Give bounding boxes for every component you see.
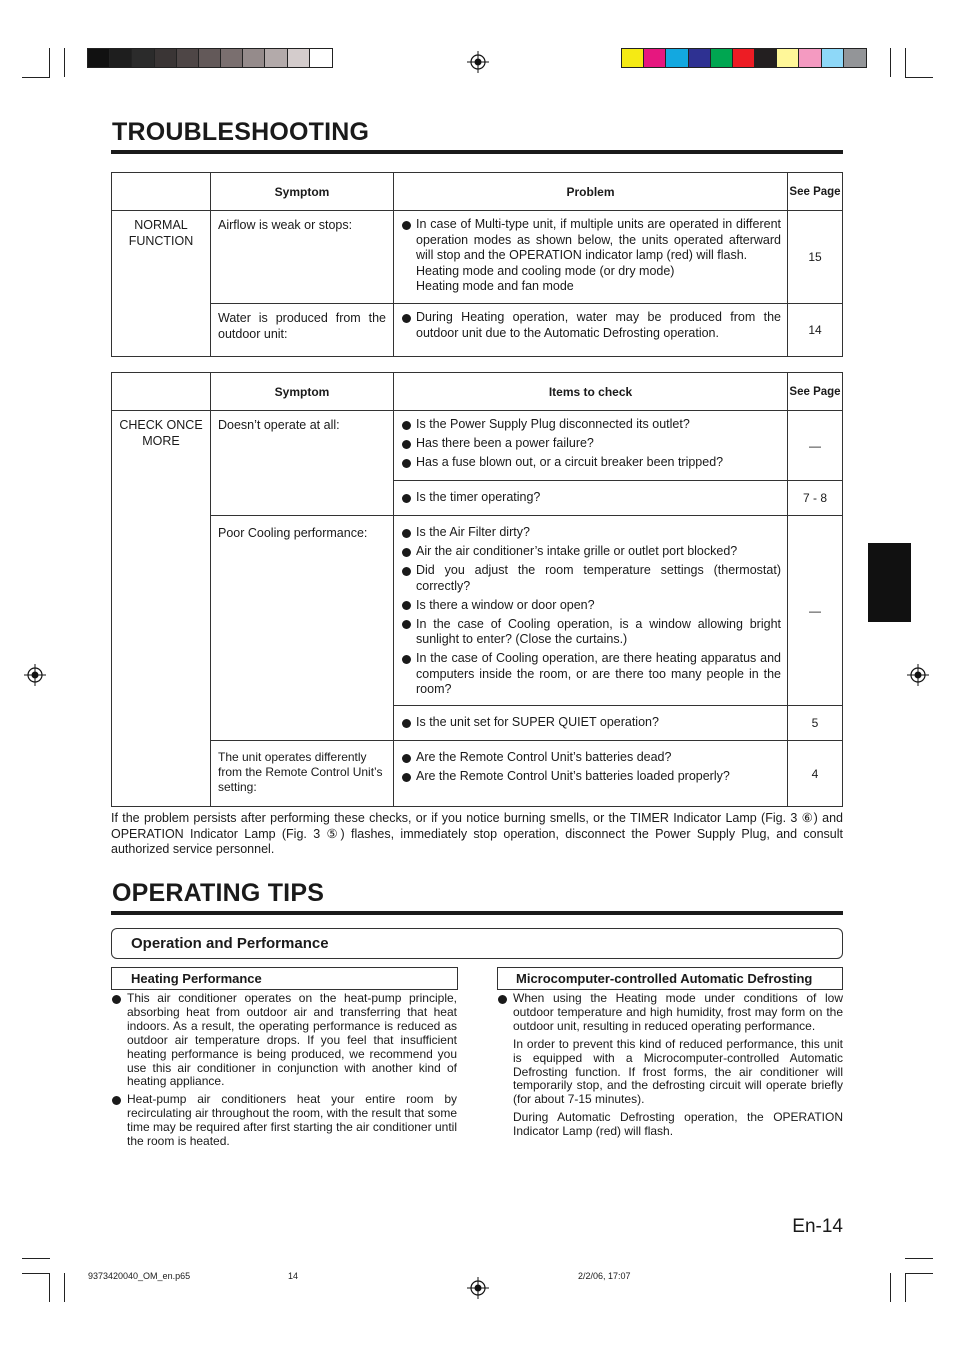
- crop-mark: [890, 1273, 891, 1302]
- tip-bullet: When using the Heating mode under conditions of low outdoor temperature and high humidity, frost may form on the outdoor unit, resulting in reduced operating performance.: [497, 992, 843, 1034]
- crop-mark: [22, 1258, 50, 1259]
- color-calibration-bar: [621, 48, 867, 68]
- defrosting-heading-box: [497, 967, 843, 990]
- footer-page: 14: [288, 1271, 299, 1281]
- category-header: [112, 173, 211, 211]
- registration-mark-icon: [467, 51, 489, 73]
- check-item: Are the Remote Control Unit’s batteries loaded properly?: [400, 769, 781, 785]
- check-item: Is there a window or door open?: [400, 598, 781, 614]
- symptom-cell: Water is produced from the outdoor unit:: [211, 304, 394, 357]
- heating-performance-heading: Heating Performance: [131, 971, 262, 986]
- crop-mark: [905, 77, 933, 78]
- symptom-header: Symptom: [211, 173, 394, 211]
- color-swatch: [310, 49, 332, 67]
- crop-mark: [22, 77, 50, 78]
- symptom-cell: Poor Cooling performance:: [211, 516, 394, 741]
- category-line: MORE: [142, 434, 180, 448]
- registration-mark-icon: [907, 664, 929, 686]
- check-item: Air the air conditioner’s intake grille or outlet port blocked?: [400, 544, 781, 560]
- problem-bullet: During Heating operation, water may be produced from the outdoor unit due to the Automatic Defrosting operation.: [400, 310, 781, 341]
- normal-function-table: [111, 172, 843, 357]
- color-swatch: [110, 49, 132, 67]
- items-cell: [394, 516, 788, 706]
- see-page-header: See Page: [788, 173, 843, 211]
- tip-bullet: This air conditioner operates on the heat-pump principle, absorbing heat from outdoor air and transferring that heat indoors. As a result, the operating performance is reduced as outdoor air temperature drops. If you feel that insufficient heating performance is being produced, we recommend you use this air conditioner in conjunction with another kind of heating appliance.: [111, 992, 457, 1089]
- crop-mark: [64, 48, 65, 77]
- footer-date: 2/2/06, 17:07: [578, 1271, 631, 1281]
- check-item: Has a fuse blown out, or a circuit breaker been tripped?: [400, 455, 781, 471]
- symptom-cell: The unit operates differently from the Remote Control Unit’s setting:: [211, 741, 394, 807]
- crop-mark: [905, 1273, 933, 1274]
- crop-mark: [905, 1273, 906, 1302]
- color-swatch: [199, 49, 221, 67]
- see-page-cell: —: [788, 411, 843, 481]
- crop-mark: [905, 48, 906, 77]
- crop-mark: [905, 1258, 933, 1259]
- symptom-cell: Airflow is weak or stops:: [211, 211, 394, 304]
- color-swatch: [221, 49, 243, 67]
- items-header: Items to check: [394, 373, 788, 411]
- check-item: Is the Power Supply Plug disconnected its outlet?: [400, 417, 781, 433]
- see-page-cell: 14: [788, 304, 843, 357]
- problem-cell: [394, 211, 788, 304]
- tip-paragraph: During Automatic Defrosting operation, the OPERATION Indicator Lamp (red) will flash.: [513, 1110, 843, 1139]
- check-item: Is the unit set for SUPER QUIET operation?: [400, 715, 781, 731]
- color-swatch: [799, 49, 821, 67]
- crop-mark: [49, 48, 50, 77]
- registration-mark-icon: [24, 664, 46, 686]
- see-page-header: See Page: [788, 373, 843, 411]
- category-line: FUNCTION: [128, 234, 194, 248]
- crop-mark: [64, 1273, 65, 1302]
- operating-tips-title: OPERATING TIPS: [112, 879, 325, 907]
- troubleshooting-title: TROUBLESHOOTING: [112, 118, 370, 146]
- page-number: En-14: [792, 1216, 843, 1237]
- color-swatch: [288, 49, 310, 67]
- category-line: NORMAL: [134, 218, 188, 232]
- symptom-cell: Doesn’t operate at all:: [211, 411, 394, 516]
- problem-subline: Heating mode and fan mode: [416, 279, 574, 293]
- symptom-header: Symptom: [211, 373, 394, 411]
- category-cell: [112, 411, 211, 807]
- crop-mark: [49, 1273, 50, 1302]
- crop-mark: [890, 48, 891, 77]
- check-item: In the case of Cooling operation, are there heating apparatus and computers inside the room, or are there too many people in the room?: [400, 651, 781, 698]
- check-item: Is the Air Filter dirty?: [400, 525, 781, 541]
- gray-calibration-bar: [87, 48, 333, 68]
- color-swatch: [243, 49, 265, 67]
- see-page-cell: 5: [788, 706, 843, 741]
- see-page-cell: —: [788, 516, 843, 706]
- color-swatch: [88, 49, 110, 67]
- see-page-cell: 15: [788, 211, 843, 304]
- defrosting-content: [497, 992, 843, 1143]
- section-tab-marker: [868, 543, 911, 622]
- color-swatch: [733, 49, 755, 67]
- check-item: In the case of Cooling operation, is a window allowing bright sunlight to enter? (Close the curtains.): [400, 617, 781, 648]
- color-swatch: [755, 49, 777, 67]
- color-swatch: [644, 49, 666, 67]
- check-item: Is the timer operating?: [400, 490, 781, 506]
- problem-cell: [394, 304, 788, 357]
- items-cell: [394, 411, 788, 481]
- section-title: Operation and Performance: [131, 935, 329, 952]
- items-cell: [394, 481, 788, 516]
- title-rule: [111, 911, 843, 915]
- color-swatch: [132, 49, 154, 67]
- see-page-cell: 4: [788, 741, 843, 807]
- problem-bullet: In case of Multi-type unit, if multiple units are operated in different operation modes as shown below, the units operated afterward will stop and the OPERATION indicator lamp (red) will flash.: [400, 217, 781, 264]
- crop-mark: [22, 1273, 50, 1274]
- troubleshooting-note: If the problem persists after performing these checks, or if you notice burning smells, or the TIMER Indicator Lamp (Fig. 3 ⑥) and OPERATION Indicator Lamp (Fig. 3 ⑤) flashes, immediately stop operation, disconnect the Power Supply Plug, and consult authorized service personnel.: [111, 811, 843, 856]
- section-header-box: [111, 928, 843, 959]
- category-line: CHECK ONCE: [119, 418, 203, 432]
- problem-subline: Heating mode and cooling mode (or dry mode): [416, 263, 675, 278]
- color-swatch: [177, 49, 199, 67]
- items-cell: [394, 706, 788, 741]
- category-cell: [112, 211, 211, 357]
- problem-header: Problem: [394, 173, 788, 211]
- color-swatch: [689, 49, 711, 67]
- heating-performance-content: [111, 992, 457, 1153]
- check-item: Has there been a power failure?: [400, 436, 781, 452]
- color-swatch: [265, 49, 287, 67]
- category-header: [112, 373, 211, 411]
- title-rule: [111, 150, 843, 154]
- items-cell: [394, 741, 788, 807]
- heating-performance-heading-box: [111, 967, 458, 990]
- color-swatch: [622, 49, 644, 67]
- check-item: Are the Remote Control Unit’s batteries dead?: [400, 750, 781, 766]
- color-swatch: [822, 49, 844, 67]
- footer-filename: 9373420040_OM_en.p65: [88, 1271, 191, 1281]
- defrosting-heading: Microcomputer-controlled Automatic Defrosting: [516, 971, 813, 986]
- color-swatch: [711, 49, 733, 67]
- check-item: Did you adjust the room temperature settings (thermostat) correctly?: [400, 563, 781, 594]
- color-swatch: [844, 49, 866, 67]
- color-swatch: [155, 49, 177, 67]
- tip-bullet: Heat-pump air conditioners heat your entire room by recirculating air throughout the room, with the result that some time may be required after first starting the air conditioner until the room is heated.: [111, 1093, 457, 1149]
- registration-mark-icon: [467, 1277, 489, 1299]
- check-once-more-table: [111, 372, 843, 807]
- color-swatch: [666, 49, 688, 67]
- color-swatch: [777, 49, 799, 67]
- see-page-cell: 7 - 8: [788, 481, 843, 516]
- tip-paragraph: In order to prevent this kind of reduced performance, this unit is equipped with a Microcomputer-controlled Automatic Defrosting function. If frost forms, the air conditioner will temporarily stop, and the defrosting circuit will operate briefly (for about 7-15 minutes).: [513, 1036, 843, 1107]
